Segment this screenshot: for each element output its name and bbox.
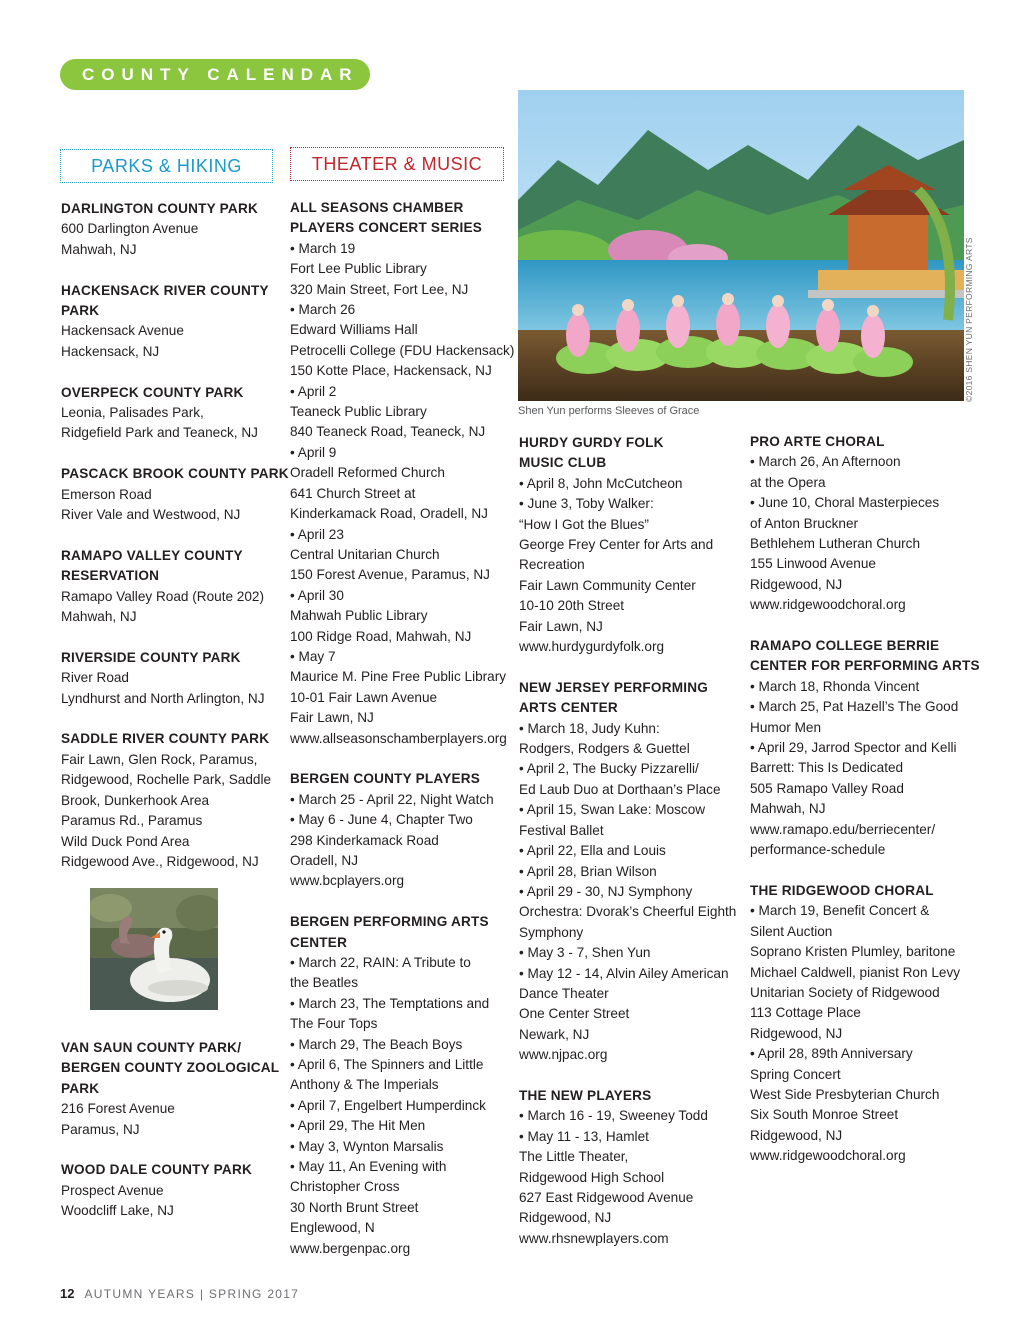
listing-line: Mahwah, NJ — [750, 801, 826, 817]
listing-line: • April 28, Brian Wilson — [519, 863, 657, 879]
listing-heading: PLAYERS CONCERT SERIES — [290, 220, 482, 236]
listing-line: www.ramapo.edu/berriecenter/ — [750, 821, 936, 837]
theater-listing — [290, 198, 514, 1259]
listing-line: • May 11, An Evening with — [290, 1159, 447, 1175]
listing-line: www.ridgewoodchoral.org — [750, 1148, 906, 1164]
listing-heading: BERGEN PERFORMING ARTS — [290, 914, 489, 930]
listing-line: • May 3, Wynton Marsalis — [290, 1138, 444, 1154]
listing-heading: ALL SEASONS CHAMBER — [290, 200, 464, 215]
listing-line: Silent Auction — [750, 923, 833, 939]
listing-line: • April 29, Jarrod Spector and Kelli — [750, 740, 957, 756]
listing-line: Leonia, Palisades Park, — [61, 405, 204, 421]
listing-line: Newark, NJ — [519, 1026, 590, 1042]
listing-line: 150 Forest Avenue, Paramus, NJ — [290, 567, 490, 583]
listing-line: Spring Concert — [750, 1066, 841, 1082]
listing-heading: PRO ARTE CHORAL — [750, 434, 885, 449]
listing-spacer — [519, 657, 736, 677]
listing-line: • April 23 — [290, 526, 344, 542]
listing-line: • March 19 — [290, 240, 356, 256]
listing-line: 10-10 20th Street — [519, 598, 625, 614]
listing-line: Paramus Rd., Paramus — [61, 813, 203, 829]
listing-line: • May 3 - 7, Shen Yun — [519, 945, 651, 961]
listing-line: Englewood, N — [290, 1220, 375, 1236]
listing-line: Six South Monroe Street — [750, 1107, 899, 1123]
listing-line: 600 Darlington Avenue — [61, 221, 199, 237]
listing-line: Anthony & The Imperials — [290, 1077, 439, 1093]
listing-line: River Road — [61, 670, 129, 686]
listing-line: Fair Lawn, NJ — [290, 710, 374, 726]
listing-line: Lyndhurst and North Arlington, NJ — [61, 690, 265, 706]
listing-line: The Four Tops — [290, 1016, 378, 1032]
listing-line: Soprano Kristen Plumley, baritone — [750, 944, 956, 960]
listing-line: • March 23, The Temptations and — [290, 995, 490, 1011]
listing-line: Oradell, NJ — [290, 852, 358, 868]
listing-line: • March 18, Rhonda Vincent — [750, 678, 920, 694]
listing-line: www.ridgewoodchoral.org — [750, 597, 906, 613]
listing-spacer — [61, 627, 289, 647]
listing-line: • March 16 - 19, Sweeney Todd — [519, 1108, 708, 1124]
listing-line: 10-01 Fair Lawn Avenue — [290, 689, 438, 705]
listing-line: • May 12 - 14, Alvin Ailey American — [519, 965, 729, 981]
listing-line: Mahwah Public Library — [290, 608, 428, 624]
listing-line: • April 7, Engelbert Humperdinck — [290, 1097, 486, 1113]
listing-heading: THE RIDGEWOOD CHORAL — [750, 882, 934, 898]
listing-line: 155 Linwood Avenue — [750, 556, 876, 572]
listing-heading: NEW JERSEY PERFORMING — [519, 679, 709, 695]
listing-line: www.rhsnewplayers.com — [519, 1230, 669, 1246]
listing-line: • April 15, Swan Lake: Moscow — [519, 802, 706, 818]
listing-line: Ridgewood, Rochelle Park, Saddle — [61, 772, 272, 788]
listing-line: the Beatles — [290, 975, 359, 991]
listing-line: Mahwah, NJ — [61, 241, 137, 257]
listing-line: Edward Williams Hall — [290, 322, 418, 338]
listing-line: 30 North Brunt Street — [290, 1199, 419, 1215]
listing-line: Ridgewood, NJ — [750, 1025, 843, 1041]
listing-line: • April 6, The Spinners and Little — [290, 1057, 484, 1073]
listing-heading: RAMAPO VALLEY COUNTY — [61, 547, 243, 563]
listing-line: Humor Men — [750, 719, 822, 735]
listing-spacer — [61, 1140, 279, 1160]
listing-line: Maurice M. Pine Free Public Library — [290, 669, 507, 685]
listing-spacer — [290, 892, 514, 912]
listing-line: Brook, Dunkerhook Area — [61, 792, 210, 808]
listing-line: Ramapo Valley Road (Route 202) — [61, 588, 265, 604]
listing-line: • March 25 - April 22, Night Watch — [290, 791, 494, 807]
listing-line: • March 22, RAIN: A Tribute to — [290, 955, 471, 970]
listing-line: River Vale and Westwood, NJ — [61, 507, 241, 523]
listing-heading: ARTS CENTER — [519, 700, 618, 716]
listing-line: 100 Ridge Road, Mahwah, NJ — [290, 628, 472, 644]
listing-heading: RAMAPO COLLEGE BERRIE — [750, 638, 940, 654]
listing-line: • April 8, John McCutcheon — [519, 475, 683, 491]
listing-line: Mahwah, NJ — [61, 609, 137, 625]
listing-line: Fair Lawn, NJ — [519, 618, 603, 634]
listing-line: 627 East Ridgewood Avenue — [519, 1190, 694, 1205]
listing-line: Oradell Reformed Church — [290, 465, 445, 481]
parks-listing — [61, 199, 289, 872]
listing-line: 298 Kinderkamack Road — [290, 832, 439, 848]
listing-heading: VAN SAUN COUNTY PARK/ — [61, 1040, 242, 1055]
listing-line: www.bcplayers.org — [290, 873, 405, 889]
listing-line: Teaneck Public Library — [290, 404, 427, 420]
listing-line: Ridgewood Ave., Ridgewood, NJ — [61, 853, 259, 869]
photo-caption: Shen Yun performs Sleeves of Grace — [518, 405, 700, 417]
page-number: 12 — [60, 1286, 75, 1301]
listing-spacer — [519, 1066, 736, 1086]
listing-line: • June 3, Toby Walker: — [519, 496, 654, 512]
listing-line: Rodgers, Rodgers & Guettel — [519, 741, 690, 757]
listing-heading: DARLINGTON COUNTY PARK — [61, 201, 258, 216]
listing-line: George Frey Center for Arts and — [519, 537, 714, 553]
listing-spacer — [61, 362, 289, 382]
listing-line: • April 29, The Hit Men — [290, 1118, 426, 1134]
listing-line: Petrocelli College (FDU Hackensack) — [290, 342, 515, 358]
publication-line: AUTUMN YEARS | SPRING 2017 — [84, 1287, 300, 1301]
listing-line: www.njpac.org — [519, 1047, 608, 1063]
listing-line: • April 30 — [290, 587, 344, 603]
listing-line: Fair Lawn, Glen Rock, Paramus, — [61, 751, 258, 767]
listing-line: Ridgewood, NJ — [519, 1210, 612, 1226]
listing-line: Emerson Road — [61, 486, 152, 502]
listing-heading: MUSIC CLUB — [519, 455, 607, 471]
section-banner: COUNTY CALENDAR — [60, 59, 370, 90]
listing-line: 150 Kotte Place, Hackensack, NJ — [290, 363, 492, 379]
listing-line: • April 9 — [290, 444, 337, 460]
listing-line: • March 25, Pat Hazell’s The Good — [750, 699, 959, 715]
listing-line: Fair Lawn Community Center — [519, 577, 696, 593]
listing-heading: BERGEN COUNTY ZOOLOGICAL — [61, 1060, 280, 1076]
listing-heading: BERGEN COUNTY PLAYERS — [290, 771, 481, 787]
listing-line: 840 Teaneck Road, Teaneck, NJ — [290, 424, 486, 440]
listing-line: • March 29, The Beach Boys — [290, 1036, 463, 1052]
listing-line: Ridgefield Park and Teaneck, NJ — [61, 425, 258, 441]
listing-heading: CENTER — [290, 934, 348, 950]
listing-line: 216 Forest Avenue — [61, 1101, 175, 1117]
listing-line: Kinderkamack Road, Oradell, NJ — [290, 506, 488, 522]
listing-line: 113 Cottage Place — [750, 1005, 861, 1021]
listing-heading: RIVERSIDE COUNTY PARK — [61, 649, 241, 665]
theater-heading: THEATER & MUSIC — [290, 147, 504, 181]
listing-line: • March 19, Benefit Concert & — [750, 903, 930, 919]
listing-line: Ed Laub Duo at Dorthaan’s Place — [519, 781, 721, 797]
listing-line: Recreation — [519, 557, 585, 573]
parks-heading: PARKS & HIKING — [60, 149, 273, 183]
listing-line: • March 26, An Afternoon — [750, 454, 901, 470]
listing-heading: HURDY GURDY FOLK — [519, 435, 664, 450]
listing-line: Ridgewood, NJ — [750, 576, 843, 592]
listing-heading: THE NEW PLAYERS — [519, 1087, 652, 1103]
listing-spacer — [61, 444, 289, 464]
listing-line: Wild Duck Pond Area — [61, 833, 190, 849]
listing-heading: CENTER FOR PERFORMING ARTS — [750, 658, 980, 674]
listing-line: of Anton Bruckner — [750, 515, 859, 531]
listing-line: Barrett: This Is Dedicated — [750, 760, 904, 776]
listing-line: • March 26 — [290, 302, 356, 318]
listing-line: Fort Lee Public Library — [290, 261, 427, 277]
listing-line: Hackensack, NJ — [61, 343, 160, 359]
listing-line: The Little Theater, — [519, 1149, 629, 1165]
listing-line: Central Unitarian Church — [290, 546, 440, 562]
listing-line: Unitarian Society of Ridgewood — [750, 984, 940, 1000]
listing-spacer — [61, 260, 289, 280]
listing-line: Dance Theater — [519, 985, 609, 1001]
listing-line: • March 18, Judy Kuhn: — [519, 720, 660, 736]
listing-line: • April 22, Ella and Louis — [519, 843, 666, 859]
shen-yun-photo — [518, 90, 964, 401]
listing-line: Ridgewood High School — [519, 1169, 665, 1185]
listing-line: at the Opera — [750, 474, 826, 490]
listing-heading: RESERVATION — [61, 568, 160, 584]
listing-line: • April 29 - 30, NJ Symphony — [519, 883, 693, 899]
listing-line: 320 Main Street, Fort Lee, NJ — [290, 281, 469, 297]
listing-spacer — [750, 616, 980, 636]
listing-heading: HACKENSACK RIVER COUNTY — [61, 282, 269, 298]
listing-line: Paramus, NJ — [61, 1121, 140, 1137]
listing-line: West Side Presbyterian Church — [750, 1086, 940, 1102]
listing-line: Bethlehem Lutheran Church — [750, 536, 921, 552]
music-listing-column-3 — [519, 433, 736, 1249]
parks-listing-continued — [61, 1038, 279, 1222]
listing-line: One Center Street — [519, 1006, 630, 1022]
swan-photo — [90, 888, 218, 1010]
listing-line: • April 28, 89th Anniversary — [750, 1046, 913, 1062]
listing-line: • May 6 - June 4, Chapter Two — [290, 812, 473, 828]
listing-line: “How I Got the Blues” — [519, 516, 649, 532]
listing-line: Ridgewood, NJ — [750, 1127, 843, 1143]
listing-line: 505 Ramapo Valley Road — [750, 780, 904, 796]
listing-spacer — [290, 749, 514, 769]
listing-line: www.allseasonschamberplayers.org — [290, 730, 507, 746]
listing-line: www.bergenpac.org — [290, 1240, 411, 1256]
listing-line: Symphony — [519, 924, 584, 940]
listing-spacer — [61, 709, 289, 729]
photo-credit: ©2016 SHEN YUN PERFORMING ARTS — [964, 237, 974, 402]
listing-heading: WOOD DALE COUNTY PARK — [61, 1162, 252, 1178]
page-footer — [60, 1286, 299, 1301]
listing-line: performance-schedule — [750, 842, 886, 858]
music-listing-column-4 — [750, 432, 980, 1167]
listing-line: • May 7 — [290, 648, 336, 664]
listing-line: 641 Church Street at — [290, 485, 416, 501]
listing-heading: PARK — [61, 1080, 100, 1096]
listing-line: Woodcliff Lake, NJ — [61, 1203, 174, 1219]
listing-heading: OVERPECK COUNTY PARK — [61, 384, 244, 400]
listing-line: Michael Caldwell, pianist Ron Levy — [750, 964, 961, 980]
listing-spacer — [61, 525, 289, 545]
listing-spacer — [750, 861, 980, 881]
listing-heading: PARK — [61, 303, 100, 319]
listing-line: Orchestra: Dvorak’s Cheerful Eighth — [519, 904, 737, 920]
listing-line: Prospect Avenue — [61, 1182, 164, 1198]
listing-line: • June 10, Choral Masterpieces — [750, 495, 940, 511]
listing-line: www.hurdygurdyfolk.org — [519, 639, 665, 655]
listing-heading: PASCACK BROOK COUNTY PARK — [61, 466, 289, 482]
listing-line: Hackensack Avenue — [61, 323, 184, 339]
listing-line: • April 2, The Bucky Pizzarelli/ — [519, 761, 699, 777]
listing-line: Christopher Cross — [290, 1179, 400, 1195]
listing-line: • April 2 — [290, 383, 337, 399]
listing-line: • May 11 - 13, Hamlet — [519, 1128, 649, 1144]
listing-heading: SADDLE RIVER COUNTY PARK — [61, 731, 270, 747]
listing-line: Festival Ballet — [519, 822, 604, 838]
